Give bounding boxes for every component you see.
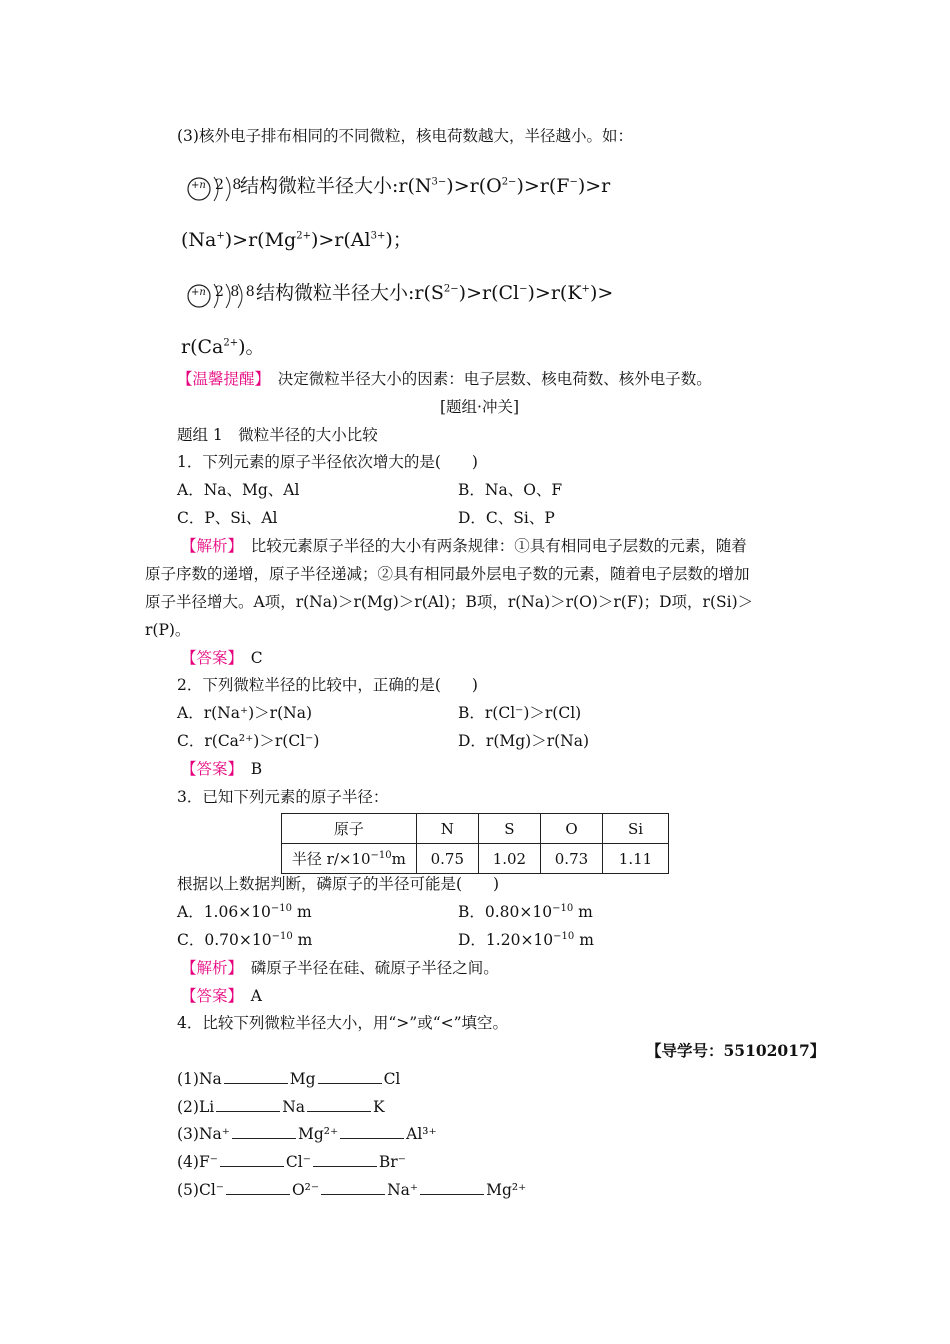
blank-field[interactable] (226, 1180, 290, 1195)
q1-option-b: B．Na、O、F (458, 481, 563, 499)
electron-shells-2: 2 8 8 (215, 284, 256, 300)
blank-field[interactable] (420, 1180, 484, 1195)
q1-analysis-line-2: 原子序数的递增，原子半径递减；②具有相同最外层电子数的元素，随着电子层数的增加 (145, 565, 750, 583)
table-row (282, 844, 669, 874)
q1-analysis-line-3: 原子半径增大。A项，r(Na)＞r(Mg)＞r(Al)；B项，r(Na)＞r(O)＞r(F)；D项，r(Si)＞ (145, 593, 754, 611)
blank-field[interactable] (216, 1097, 280, 1112)
rule-3-text: (3)核外电子排布相同的不同微粒，核电荷数越大，半径越小。如： (177, 127, 633, 145)
q1-analysis-line-1: 【解析】 比较元素原子半径的大小有两条规律：①具有相同电子层数的元素，随着 (181, 537, 747, 555)
table-row-label: 半径 $r/\times 10^{-10}m$ (282, 844, 417, 874)
group-heading: 题组 1 微粒半径的大小比较 (177, 426, 378, 444)
blank-field[interactable] (224, 1069, 288, 1084)
electron-shells-1: 2 8 (215, 177, 244, 193)
blank-field[interactable] (232, 1124, 296, 1139)
table-header-cell: S (478, 814, 540, 844)
q2-option-d: D．r(Mg)＞r(Na) (458, 732, 590, 750)
answer-tag: 【答案】 (181, 987, 236, 1005)
analysis-tag: 【解析】 (181, 959, 236, 977)
table-header-cell: Si (603, 814, 669, 844)
q4-stem: 4．比较下列微粒半径大小，用“>”或“<”填空。 (177, 1014, 509, 1032)
blank-field[interactable] (307, 1097, 371, 1112)
structure-1-label: 结构微粒半径大小: (240, 175, 399, 197)
tip-paragraph: 【温馨提醒】 决定微粒半径大小的因素：电子层数、核电荷数、核外电子数。 (177, 370, 712, 388)
tip-tag: 【温馨提醒】 (177, 370, 263, 388)
q2-stem: 2．下列微粒半径的比较中，正确的是( ) (177, 676, 478, 694)
table-header-row (282, 814, 669, 844)
q3-stem: 3．已知下列元素的原子半径： (177, 788, 389, 806)
table-header-cell: N (416, 814, 478, 844)
structure-1-line-1: 结构微粒半径大小$:r(N^{3-})>r(O^{2-})>r(F^-)>r$ (240, 175, 611, 197)
fill-blank-item-3: (3)Na⁺ Mg²⁺ Al³⁺ (177, 1125, 437, 1143)
fill-blank-item-1: (1)Na Mg Cl (177, 1070, 401, 1088)
blank-field[interactable] (220, 1152, 284, 1167)
q2-answer: 【答案】 B (181, 760, 263, 778)
q3-option-a: A．$1.06\times 10^{-10}$ m (177, 902, 312, 921)
nucleus-charge-2: +n (191, 287, 206, 298)
q3-option-d: D．$1.20\times 10^{-10}$ m (458, 930, 594, 949)
table-cell: 0.73 (540, 844, 602, 874)
q1-analysis-line-4: r(P)。 (145, 621, 191, 639)
q3-option-c: C．$0.70\times 10^{-10}$ m (177, 930, 313, 949)
table-cell: 0.75 (416, 844, 478, 874)
fill-blank-item-5: (5)Cl⁻ O²⁻ Na⁺ Mg²⁺ (177, 1181, 527, 1199)
q2-option-c: C．r(Ca²⁺)＞r(Cl⁻) (177, 732, 320, 750)
table-header-cell: O (540, 814, 602, 844)
q1-answer: 【答案】 C (181, 649, 263, 667)
q1-option-a: A．Na、Mg、Al (177, 481, 300, 499)
q1-option-c: C．P、Si、Al (177, 509, 278, 527)
blank-field[interactable] (313, 1152, 377, 1167)
guide-number: 【导学号：55102017】 (646, 1041, 826, 1060)
table-cell: 1.02 (478, 844, 540, 874)
q3-analysis: 【解析】 磷原子半径在硅、硫原子半径之间。 (181, 959, 499, 977)
structure-2-line-1: 结构微粒半径大小$:r(S^{2-})>r(Cl^-)>r(K^+)>$ (256, 282, 614, 304)
fill-blank-item-2: (2)Li Na K (177, 1098, 385, 1116)
blank-field[interactable] (340, 1124, 404, 1139)
q1-stem: 1．下列元素的原子半径依次增大的是( ) (177, 453, 478, 471)
q3-option-b: B．$0.80\times 10^{-10}$ m (458, 902, 593, 921)
structure-2-line-2: $r(Ca^{2+})$。 (181, 336, 265, 358)
q3-answer: 【答案】 A (181, 987, 262, 1005)
answer-tag: 【答案】 (181, 649, 236, 667)
section-heading: [题组·冲关] (440, 398, 520, 416)
analysis-tag: 【解析】 (181, 537, 236, 555)
q2-option-a: A．r(Na⁺)＞r(Na) (177, 704, 312, 722)
q1-option-d: D．C、Si、P (458, 509, 555, 527)
structure-1-line-2: $(Na^+)>r(Mg^{2+})>r(Al^{3+})$； (181, 229, 412, 251)
fill-blank-item-4: (4)F⁻ Cl⁻ Br⁻ (177, 1153, 406, 1171)
table-cell: 1.11 (603, 844, 669, 874)
nucleus-charge-1: +n (191, 180, 206, 191)
blank-field[interactable] (321, 1180, 385, 1195)
answer-tag: 【答案】 (181, 760, 236, 778)
q3-question: 根据以上数据判断，磷原子的半径可能是( ) (177, 875, 500, 893)
atomic-radius-table (281, 813, 669, 874)
table-header-cell: 原子 (282, 814, 417, 844)
blank-field[interactable] (318, 1069, 382, 1084)
structure-2-label: 结构微粒半径大小: (256, 282, 415, 304)
q2-option-b: B．r(Cl⁻)＞r(Cl) (458, 704, 582, 722)
